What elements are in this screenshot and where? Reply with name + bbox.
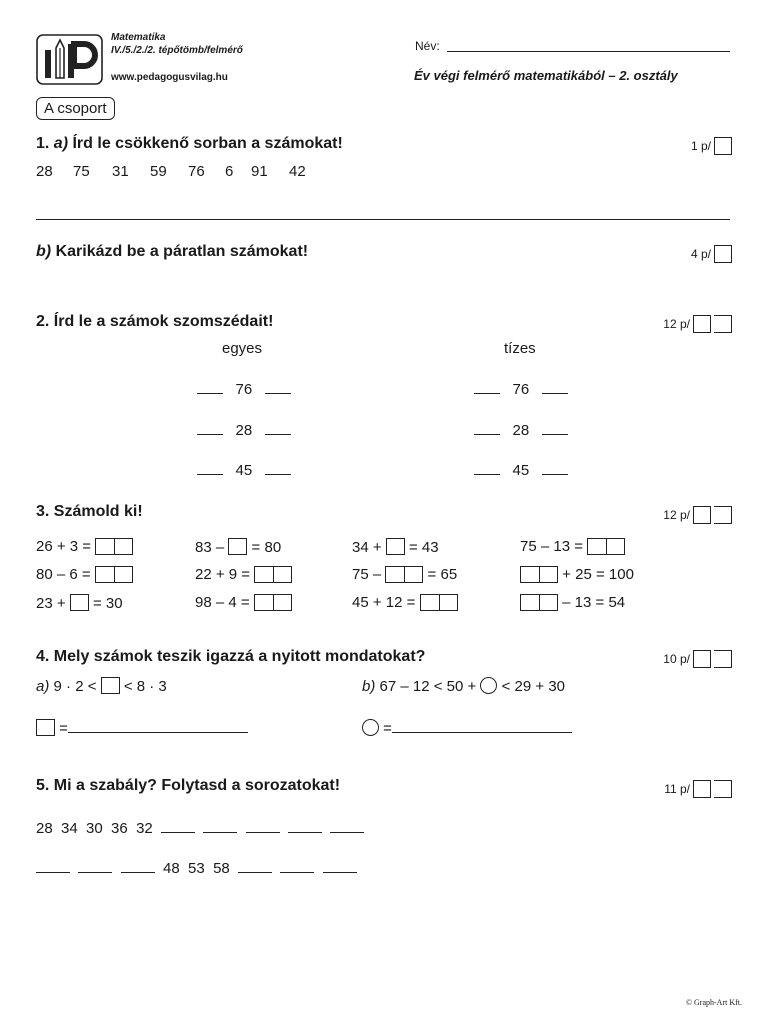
answer-box[interactable] xyxy=(520,566,558,583)
answer-box[interactable] xyxy=(254,566,292,583)
equals-sign: = xyxy=(383,720,392,737)
answer-blank[interactable] xyxy=(197,392,223,394)
equation-text: = 43 xyxy=(408,539,439,556)
answer-box[interactable] xyxy=(520,594,558,611)
q2-tens-row xyxy=(474,381,568,398)
answer-blank[interactable] xyxy=(265,433,291,435)
q2-number: 76 xyxy=(512,381,530,398)
group-badge: A csoport xyxy=(36,97,115,120)
score-box[interactable] xyxy=(693,650,711,668)
score-label: 12 p/ xyxy=(663,508,690,522)
score-box[interactable] xyxy=(714,315,732,333)
equation-text: 45 + 12 = xyxy=(352,594,416,611)
answer-box[interactable] xyxy=(254,594,292,611)
number-item: 28 xyxy=(36,163,53,180)
q3-equation xyxy=(36,538,133,555)
answer-box[interactable] xyxy=(228,538,247,555)
answer-box[interactable] xyxy=(101,677,120,694)
score-box[interactable] xyxy=(714,506,732,524)
score-box[interactable] xyxy=(714,137,732,155)
copyright: © Graph-Art Kft. xyxy=(685,998,742,1007)
answer-blank[interactable] xyxy=(474,473,500,475)
q2-ones-label: egyes xyxy=(222,340,263,357)
q3-equation xyxy=(36,594,123,612)
score-box[interactable] xyxy=(693,506,711,524)
q3-equation xyxy=(195,538,281,556)
q2-number: 45 xyxy=(512,462,530,479)
number-item: 59 xyxy=(150,163,167,180)
q5-title: 5. Mi a szabály? Folytasd a sorozatokat! xyxy=(36,777,341,794)
number-item: 76 xyxy=(188,163,205,180)
q4b-sentence xyxy=(362,677,565,695)
q2-tens-row xyxy=(474,462,568,479)
q1-numbers xyxy=(36,163,319,180)
equation-text: < 29 + 30 xyxy=(501,678,566,695)
q1-number: 1. xyxy=(36,135,50,152)
score-box[interactable] xyxy=(693,315,711,333)
answer-box[interactable] xyxy=(420,594,458,611)
q2-ones-row xyxy=(197,381,291,398)
score-box[interactable] xyxy=(714,780,732,798)
q2-ones-row xyxy=(197,462,291,479)
answer-blank[interactable] xyxy=(197,433,223,435)
q2-ones-row xyxy=(197,422,291,439)
q2-tens-label: tízes xyxy=(504,340,536,357)
score-box[interactable] xyxy=(693,780,711,798)
number-item: 31 xyxy=(112,163,129,180)
answer-circle xyxy=(362,719,379,736)
q3-equation xyxy=(520,594,625,611)
material-code: IV./5./2./2. tépőtömb/felmérő xyxy=(111,45,243,56)
answer-box[interactable] xyxy=(70,594,89,611)
q2-number: 28 xyxy=(512,422,530,439)
answer-blank[interactable] xyxy=(280,871,314,873)
q2-title: 2. Írd le a számok szomszédait! xyxy=(36,313,274,330)
answer-blank[interactable] xyxy=(246,831,280,833)
q4a-sentence xyxy=(36,677,167,695)
q2-number: 28 xyxy=(235,422,253,439)
score-label: 1 p/ xyxy=(690,139,711,153)
q3-equation xyxy=(520,566,634,583)
score-box[interactable] xyxy=(714,650,732,668)
answer-box[interactable] xyxy=(587,538,625,555)
website-link[interactable]: www.pedagogusvilag.hu xyxy=(111,72,228,83)
score-label: 10 p/ xyxy=(663,652,690,666)
q4-score xyxy=(663,650,732,668)
q1-title xyxy=(36,135,343,153)
q5-sequence-2 xyxy=(36,860,357,877)
answer-line[interactable] xyxy=(68,731,248,733)
q2-number: 45 xyxy=(235,462,253,479)
subject-label: Matematika xyxy=(111,32,166,43)
q1-part-b-label: b) xyxy=(36,243,52,260)
equation-text: + 25 = 100 xyxy=(562,566,634,583)
q4a-answer xyxy=(36,719,248,737)
sequence-numbers: 48 53 58 xyxy=(163,860,230,877)
equation-text: = 65 xyxy=(427,566,458,583)
number-item: 42 xyxy=(289,163,306,180)
score-label: 12 p/ xyxy=(663,317,690,331)
answer-box[interactable] xyxy=(386,538,405,555)
answer-box[interactable] xyxy=(385,566,423,583)
q1-part-a-label: a) xyxy=(53,135,69,152)
q2-score xyxy=(663,315,732,333)
q3-title: 3. Számold ki! xyxy=(36,503,143,520)
answer-blank[interactable] xyxy=(161,831,195,833)
q1-a-instruction: Írd le csökkenő sorban a számokat! xyxy=(72,135,343,152)
equation-text: = 30 xyxy=(92,595,123,612)
q3-equation xyxy=(520,538,625,555)
q5-score xyxy=(664,780,732,798)
q3-equation xyxy=(352,594,458,611)
number-item: 91 xyxy=(251,163,268,180)
q1-answer-line[interactable] xyxy=(36,219,730,220)
answer-blank[interactable] xyxy=(36,871,70,873)
number-item: 6 xyxy=(225,163,234,180)
equation-text: 75 – xyxy=(352,566,382,583)
answer-blank[interactable] xyxy=(288,831,322,833)
answer-blank[interactable] xyxy=(78,871,112,873)
score-label: 11 p/ xyxy=(664,782,690,796)
name-label: Név: xyxy=(415,39,440,53)
equation-text: 23 + xyxy=(36,595,66,612)
answer-blank[interactable] xyxy=(330,831,364,833)
answer-line[interactable] xyxy=(392,731,572,733)
q4-part-a-label: a) xyxy=(36,678,50,695)
equation-text: 83 – xyxy=(195,539,225,556)
answer-blank[interactable] xyxy=(474,392,500,394)
answer-circle[interactable] xyxy=(480,677,497,694)
exam-title: Év végi felmérő matematikából – 2. osztály xyxy=(414,68,678,83)
equation-text: 9 · 2 < xyxy=(53,678,97,695)
answer-blank[interactable] xyxy=(474,433,500,435)
answer-blank[interactable] xyxy=(542,433,568,435)
q5-sequence-1 xyxy=(36,820,364,837)
q2-number: 76 xyxy=(235,381,253,398)
q4-title: 4. Mely számok teszik igazzá a nyitott mondatokat? xyxy=(36,648,426,665)
equation-text: = 80 xyxy=(251,539,282,556)
equation-text: 98 – 4 = xyxy=(195,594,250,611)
answer-box xyxy=(36,719,55,736)
equation-text: 26 + 3 = xyxy=(36,538,92,555)
q1b-score xyxy=(691,245,732,263)
equation-text: < 8 · 3 xyxy=(123,678,167,695)
logo-icon xyxy=(36,34,103,85)
q1-b-instruction: Karikázd be a páratlan számokat! xyxy=(55,243,309,260)
number-item: 75 xyxy=(73,163,90,180)
q1b-title xyxy=(36,243,308,261)
sequence-numbers: 28 34 30 36 32 xyxy=(36,820,153,837)
answer-blank[interactable] xyxy=(203,831,237,833)
answer-blank[interactable] xyxy=(265,392,291,394)
answer-blank[interactable] xyxy=(121,871,155,873)
answer-blank[interactable] xyxy=(542,473,568,475)
q2-tens-row xyxy=(474,422,568,439)
q3-score xyxy=(663,506,732,524)
equation-text: 80 – 6 = xyxy=(36,566,91,583)
answer-blank[interactable] xyxy=(238,871,272,873)
q4b-answer xyxy=(362,719,572,737)
equation-text: 67 – 12 < 50 + xyxy=(379,678,477,695)
q3-equation xyxy=(36,566,133,583)
score-label: 4 p/ xyxy=(690,247,711,261)
equals-sign: = xyxy=(59,720,68,737)
publisher-logo xyxy=(36,34,103,85)
answer-blank[interactable] xyxy=(323,871,357,873)
answer-box[interactable] xyxy=(95,566,133,583)
q3-equation xyxy=(195,594,292,611)
q3-equation xyxy=(195,566,292,583)
answer-blank[interactable] xyxy=(542,392,568,394)
answer-blank[interactable] xyxy=(197,473,223,475)
equation-text: – 13 = 54 xyxy=(562,594,626,611)
q4-part-b-label: b) xyxy=(362,678,376,695)
answer-blank[interactable] xyxy=(265,473,291,475)
q1a-score xyxy=(691,137,732,155)
answer-box[interactable] xyxy=(95,538,133,555)
q3-equation xyxy=(352,566,457,583)
q3-equation xyxy=(352,538,439,556)
equation-text: 22 + 9 = xyxy=(195,566,251,583)
equation-text: 34 + xyxy=(352,539,382,556)
name-field[interactable] xyxy=(447,51,730,52)
score-box[interactable] xyxy=(714,245,732,263)
equation-text: 75 – 13 = xyxy=(520,538,583,555)
